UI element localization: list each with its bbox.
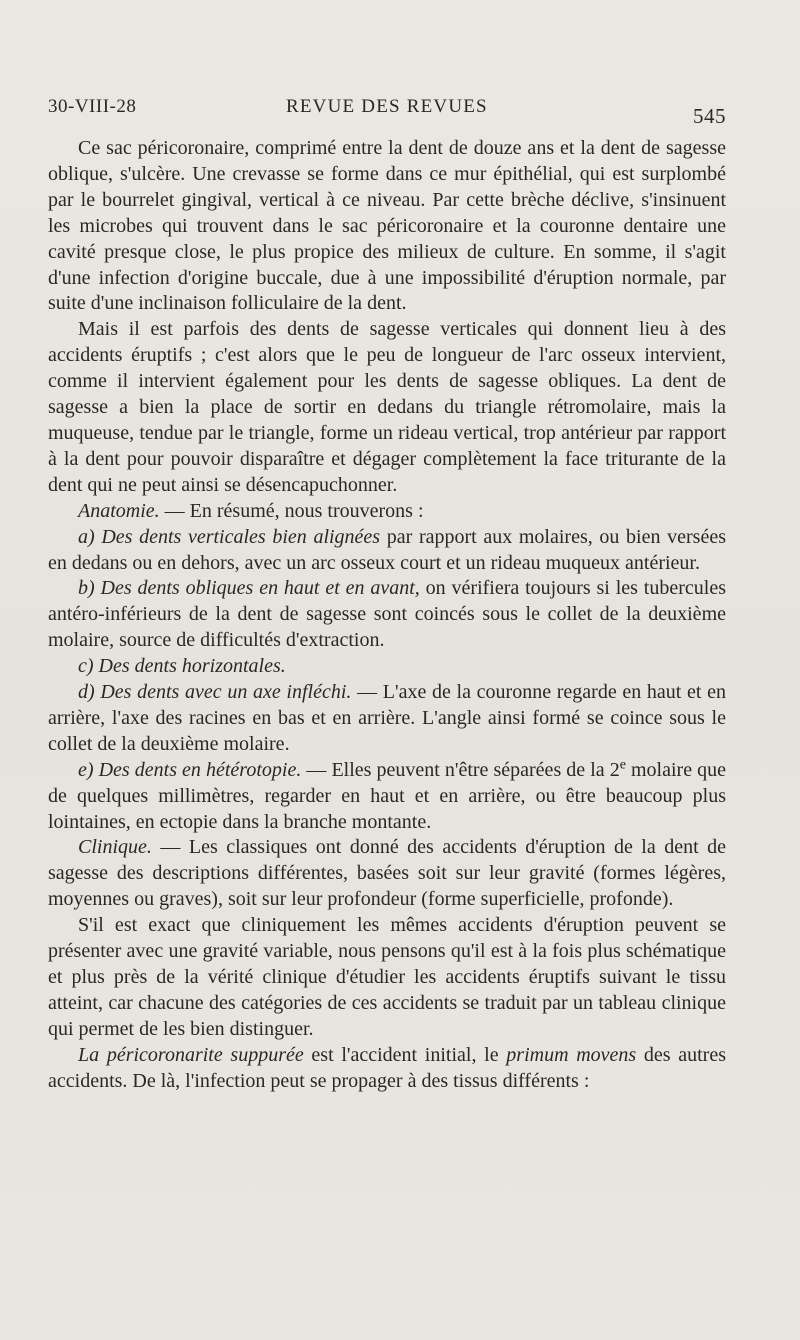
- page-body: [48, 136, 726, 1095]
- paragraph-anatomie: Anatomie. — En résumé, nous trouverons :: [78, 499, 424, 522]
- header-journal-title: REVUE DES REVUES: [286, 96, 488, 117]
- paragraph-gravite: S'il est exact que cliniquement les mêmes accidents d'éruption peuvent se présenter avec une gravité variable, nous pensons qu'il est à la fois plus schématique et plus près de la vérité clinique d'étudier les accidents éruptifs suivant le tissu atteint, car chacune des catégories de ces accidents se traduit par un tableau clinique qui permet de les bien distinguer.: [48, 914, 726, 1040]
- list-item-e: e) Des dents en hétérotopie. — Elles peuvent n'être séparées de la 2e molaire que de quelques millimètres, regarder en haut et en arrière, ou être beaucoup plus lointaines, en ectopie dans la branche montante.: [48, 757, 727, 833]
- list-item-b: b) Des dents obliques en haut et en avant, on vérifiera toujours si les tubercules antéro-inférieurs de la dent de sagesse sont coincés sous le collet de la deuxième molaire, source de difficultés d'extraction.: [48, 577, 726, 652]
- anatomie-heading: Anatomie.: [78, 499, 160, 522]
- paragraph-sac-pericoronaire: Ce sac péricoronaire, comprimé entre la dent de douze ans et la dent de sagesse oblique, s'ulcère. Une crevasse se forme dans ce mur épithélial, qui est surplombé par le bourrelet gingival, vertical à ce niveau. Par cette brèche déclive, s'insinuent les microbes qui trouvent dans le sac péricoronaire et la couronne dentaire une cavité presque close, le plus propice des milieux de culture. En somme, il s'agit d'une infection d'origine buccale, due à une impossibilité d'éruption normale, par suite d'une inclinaison folliculaire de la dent.: [48, 137, 726, 315]
- running-header: [48, 96, 726, 126]
- clinique-heading: Clinique.: [78, 836, 152, 859]
- paragraph-dents-verticales: Mais il est parfois des dents de sagesse verticales qui donnent lieu à des accidents éruptifs ; c'est alors que le peu de longueur de l'arc osseux intervient, comme il intervient également pour les dents de sagesse obliques. La dent de sagesse a bien la place de sortir en dedans du triangle rétromolaire, mais la muqueuse, tendue par le triangle, forme un rideau vertical, trop antérieur par rapport à la dent pour pouvoir disparaître et dégager complètement la face triturante de la dent qui ne peut ainsi se désencapuchonner.: [48, 318, 726, 496]
- paragraph-clinique: Clinique. — Les classiques ont donné des accidents d'éruption de la dent de sagesse des descriptions différentes, basées soit sur leur gravité (formes légères, moyennes ou graves), soit sur leur profondeur (forme superficielle, profonde).: [48, 836, 726, 911]
- paragraph-pericoronarite: La péricoronarite suppurée est l'accident initial, le primum movens des autres accidents. De là, l'infection peut se propager à des tissus différents :: [48, 1043, 726, 1092]
- list-item-a: a) Des dents verticales bien alignées par rapport aux molaires, ou bien versées en dedans ou en dehors, avec un arc osseux court et un rideau muqueux antérieur.: [48, 525, 726, 574]
- page-number: 545: [693, 104, 726, 128]
- list-item-c: c) Des dents horizontales.: [78, 655, 286, 678]
- list-item-d: d) Des dents avec un axe infléchi. — L'axe de la couronne regarde en haut et en arrière, l'axe des racines en bas et en arrière. L'angle ainsi formé se coince sous le collet de la deuxième molaire.: [48, 681, 727, 755]
- header-date: 30-VIII-28: [48, 96, 137, 117]
